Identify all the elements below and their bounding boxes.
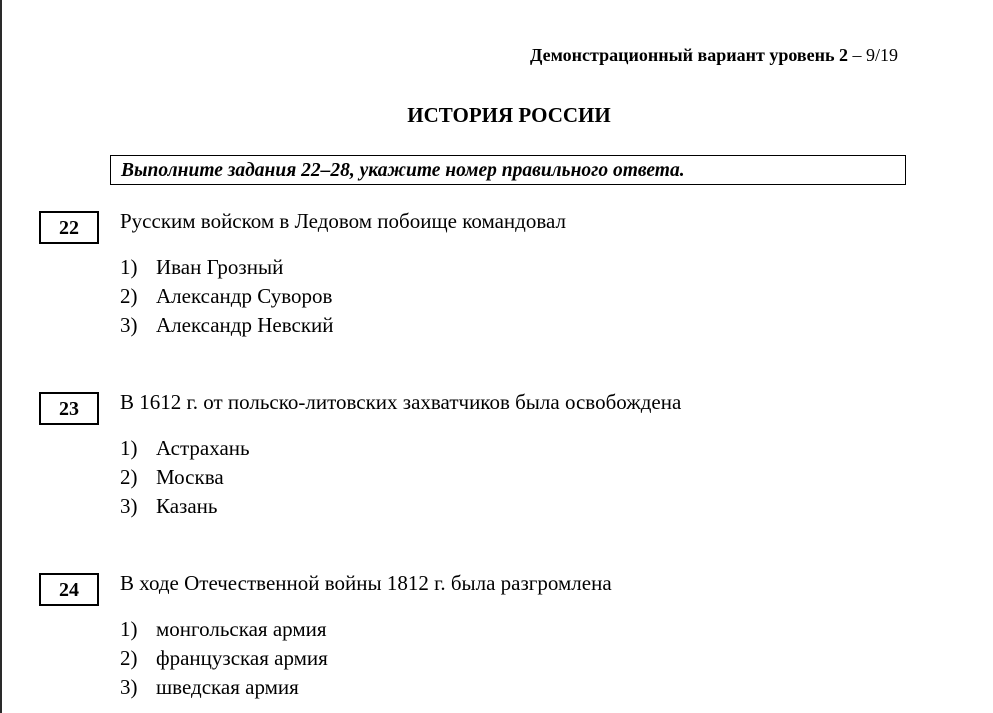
answer-option-2[interactable] [120, 465, 224, 490]
answer-option-3[interactable] [120, 313, 334, 338]
option-number: 3) [120, 313, 138, 337]
option-number: 1) [120, 617, 138, 641]
answer-option-1[interactable] [120, 255, 283, 280]
option-text: шведская армия [156, 675, 299, 699]
header-separator: – [847, 45, 866, 65]
option-number: 1) [120, 436, 138, 460]
option-text: монгольская армия [156, 617, 327, 641]
option-number: 1) [120, 255, 138, 279]
task-number-box: 23 [39, 392, 99, 425]
task-number-box: 22 [39, 211, 99, 244]
task-question: Русским войском в Ледовом побоище командовал [120, 209, 566, 233]
option-text: Казань [156, 494, 218, 518]
answer-option-2[interactable] [120, 646, 328, 671]
task-question: В 1612 г. от польско-литовских захватчиков была освобождена [120, 390, 682, 414]
header-title: Демонстрационный вариант уровень 2 [530, 45, 848, 65]
task-number-box: 24 [39, 573, 99, 606]
option-number: 2) [120, 465, 138, 489]
option-text: Александр Суворов [156, 284, 333, 308]
answer-option-2[interactable] [120, 284, 332, 309]
task-question: В ходе Отечественной войны 1812 г. была разгромлена [120, 571, 612, 595]
option-number: 3) [120, 675, 138, 699]
option-text: Александр Невский [156, 313, 334, 337]
section-title: ИСТОРИЯ РОССИИ [407, 103, 611, 127]
option-number: 3) [120, 494, 138, 518]
answer-option-1[interactable] [120, 436, 250, 461]
option-number: 2) [120, 646, 138, 670]
option-text: Москва [156, 465, 224, 489]
page-header [420, 45, 898, 66]
option-number: 2) [120, 284, 138, 308]
option-text: Астрахань [156, 436, 250, 460]
answer-option-1[interactable] [120, 617, 327, 642]
answer-option-3[interactable] [120, 675, 299, 700]
option-text: Иван Грозный [156, 255, 284, 279]
option-text: французская армия [156, 646, 328, 670]
answer-option-3[interactable] [120, 494, 217, 519]
header-page-number: 9/19 [865, 45, 898, 65]
instruction-box: Выполните задания 22–28, укажите номер правильного ответа. [110, 155, 906, 185]
